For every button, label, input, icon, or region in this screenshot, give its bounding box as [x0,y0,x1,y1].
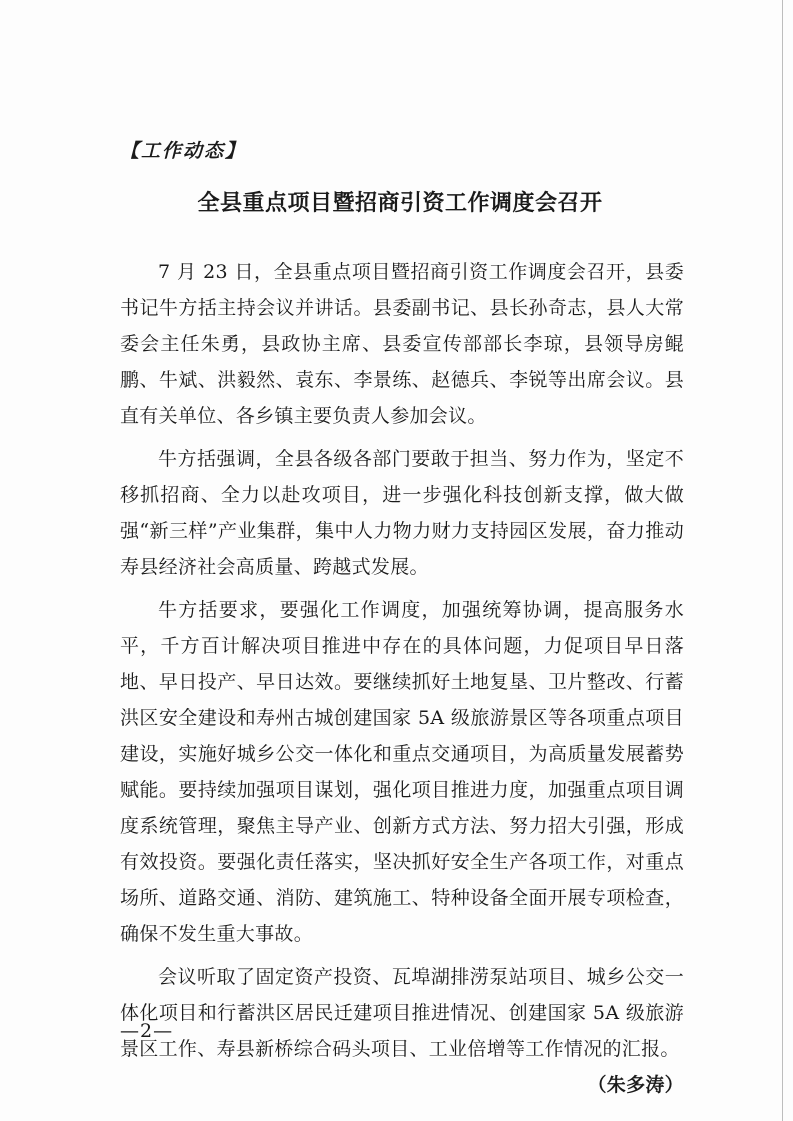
article-title: 全县重点项目暨招商引资工作调度会召开 [197,190,603,216]
paragraph-4 [120,959,684,1096]
article-body [120,254,684,1103]
paragraph-3: 牛方括要求，要强化工作调度，加强统筹协调，提高服务水平，千方百计解决项目推进中存在的具体问题，力促项目早日落地、早日投产、早日达效。要继续抓好土地复垦、卫片整改、行蓄洪区安全建设和寿州古城创建国家 5A 级旅游景区等各项重点项目建设，实施好城乡公交一体化和重点交通项目，为高质量发展蓄势赋能。要持续加强项目谋划，强化项目推进力度，加强重点项目调度系统管理，聚焦主导产业、创新方式方法、努力招大引强，形成有效投资。要强化责任落实，坚决抓好安全生产各项工作，对重点场所、道路交通、消防、建筑施工、特种设备全面开展专项检查，确保不发生重大事故。 [120,599,684,945]
paragraph-4-text: 会议听取了固定资产投资、瓦埠湖排涝泵站项目、城乡公交一体化项目和行蓄洪区居民迁建项目推进情况、创建国家 5A 级旅游景区工作、寿县新桥综合码头项目、工业倍增等工作情况的汇报。 [120,966,684,1060]
paragraph-1: 7 月 23 日，全县重点项目暨招商引资工作调度会召开，县委书记牛方括主持会议并讲话。县委副书记、县长孙奇志，县人大常委会主任朱勇，县政协主席、县委宣传部部长李琼，县领导房鲲鹏、牛斌、洪毅然、袁东、李景练、赵德兵、李锐等出席会议。县直有关单位、各乡镇主要负责人参加会议。 [120,261,684,427]
scan-edge-line [782,0,783,1121]
paragraph-2: 牛方括强调，全县各级各部门要敢于担当、努力作为，坚定不移抓招商、全力以赴攻项目，进一步强化科技创新支撑，做大做强“新三样”产业集群，集中人力物力财力支持园区发展，奋力推动寿县经济社会高质量、跨越式发展。 [120,448,684,578]
section-tag: 【工作动态】 [120,140,247,162]
article-author: （朱多涛） [587,1074,684,1096]
page-number: —2— [120,1020,174,1042]
